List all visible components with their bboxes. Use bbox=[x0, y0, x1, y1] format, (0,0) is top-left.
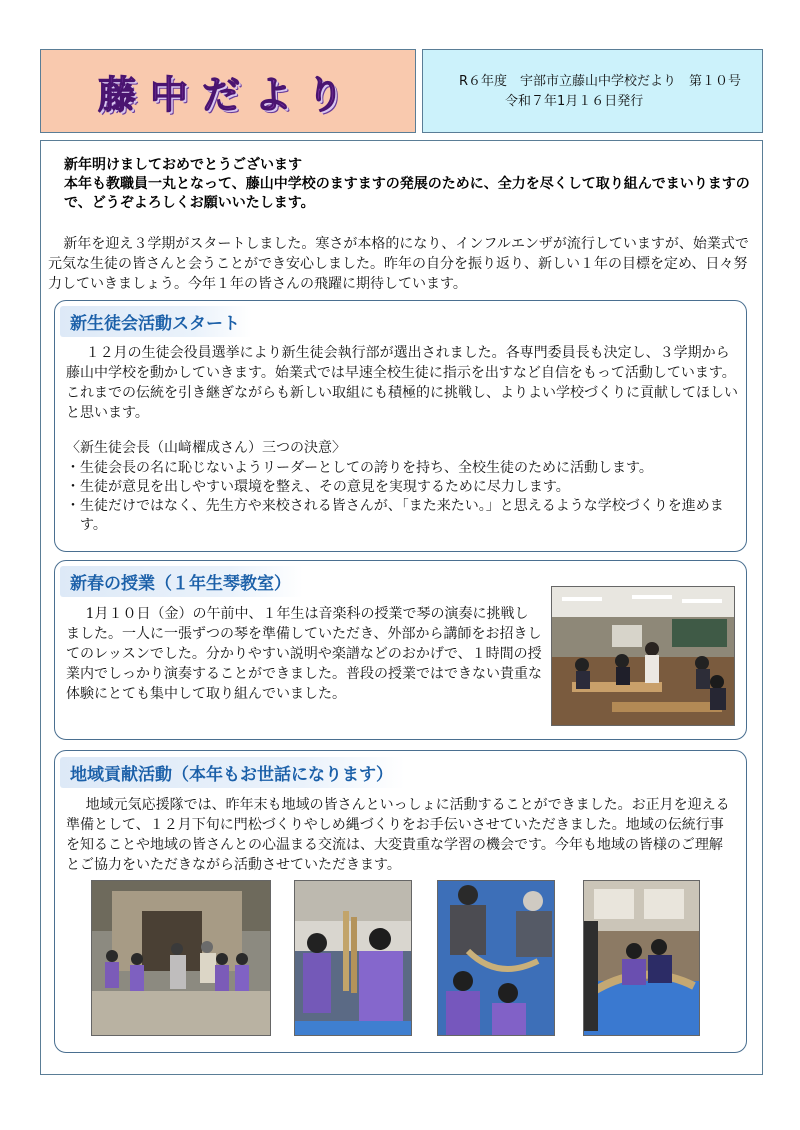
section-community-title: 地域貢献活動（本年もお世話になります） bbox=[60, 757, 405, 788]
new-year-greeting bbox=[64, 156, 754, 213]
greeting-line2: 本年も教職員一丸となって、藤山中学校のますますの発展のために、全力を尽くして取り組んでまいりますので、どうぞよろしくお願いいたします。 bbox=[64, 176, 750, 211]
resolution-heading: 〈新生徒会長（山﨑櫂成さん）三つの決意〉 bbox=[66, 440, 346, 456]
resolution-list bbox=[66, 459, 738, 535]
list-item: ・ 生徒だけではなく、先生方や来校される皆さんが、「また来たい。」と思えるような学校づくりを進めます。 bbox=[66, 497, 738, 535]
newsletter-title: 藤中だより bbox=[97, 72, 358, 117]
section-koto-class-title: 新春の授業（１年生琴教室） bbox=[60, 566, 303, 597]
newsletter-title-box bbox=[40, 49, 416, 133]
greeting-line1: 新年明けましておめでとうございます bbox=[64, 157, 302, 173]
shrine-photo-image bbox=[92, 881, 271, 1036]
rope-making-photo-image bbox=[584, 881, 700, 1036]
issue-date: 令和７年1月１６日発行 bbox=[505, 94, 644, 109]
section-koto-class-body: 1月１０日（金）の午前中、１年生は音楽科の授業で琴の演奏に挑戦しました。一人に一張ずつの琴を準備していただき、外部から講師をお招きしてのレッスンでした。分かりやすい説明や楽譜などのおかげで、１時間の授業内でしっかり演奏することができました。普段の授業ではできない貴重な体験にとても集中して取り組んでいました。 bbox=[66, 606, 542, 702]
koto-class-photo bbox=[551, 586, 735, 726]
list-item: ・ 生徒会長の名に恥じないようリーダーとしての誇りを持ち、全校生徒のために活動します。 bbox=[66, 459, 738, 478]
section-community-body: 地域元気応援隊では、昨年末も地域の皆さんといっしょに活動することができました。お正月を迎える準備として、１２月下旬に門松づくりやしめ縄づくりをお手伝いさせていただきました。地域の伝統行事を知ることや地域の皆さんとの心温まる交流は、大変貴重な学習の機会です。今年も地域の皆様のご理解とご協力をいただきながら活動させていただきます。 bbox=[66, 797, 730, 873]
community-photo-3 bbox=[437, 880, 555, 1036]
koto-class-photo-image bbox=[552, 587, 735, 726]
community-photo-2 bbox=[294, 880, 412, 1036]
shimenawa-photo-image bbox=[438, 881, 555, 1036]
community-photo-4 bbox=[583, 880, 700, 1036]
issue-info: R６年度 宇部市立藤山中学校だより 第１０号 bbox=[459, 74, 742, 89]
community-photo-1 bbox=[91, 880, 271, 1036]
kadomatsu-photo-image bbox=[295, 881, 412, 1036]
section-student-council-body: １２月の生徒会役員選挙により新生徒会執行部が選出されました。各専門委員長も決定し、３学期から藤山中学校を動かしていきます。始業式では早速全校生徒に指示を出すなど自信をもって活動しています。これまでの伝統を引き継ぎながらも新しい取組にも積極的に挑戦し、よりよい学校づくりに貢献してほしいと思います。 bbox=[66, 345, 738, 421]
newsletter-info-box bbox=[422, 49, 763, 133]
list-item: ・ 生徒が意見を出しやすい環境を整え、その意見を実現するために尽力します。 bbox=[66, 478, 738, 497]
section-student-council-title: 新生徒会活動スタート bbox=[60, 306, 252, 337]
intro-paragraph: 新年を迎え３学期がスタートしました。寒さが本格的になり、インフルエンザが流行していますが、始業式で元気な生徒の皆さんと会うことができ安心しました。昨年の自分を振り返り、新しい１年の目標を定め、日々努力していきましょう。今年１年の皆さんの飛躍に期待しています。 bbox=[48, 236, 749, 292]
